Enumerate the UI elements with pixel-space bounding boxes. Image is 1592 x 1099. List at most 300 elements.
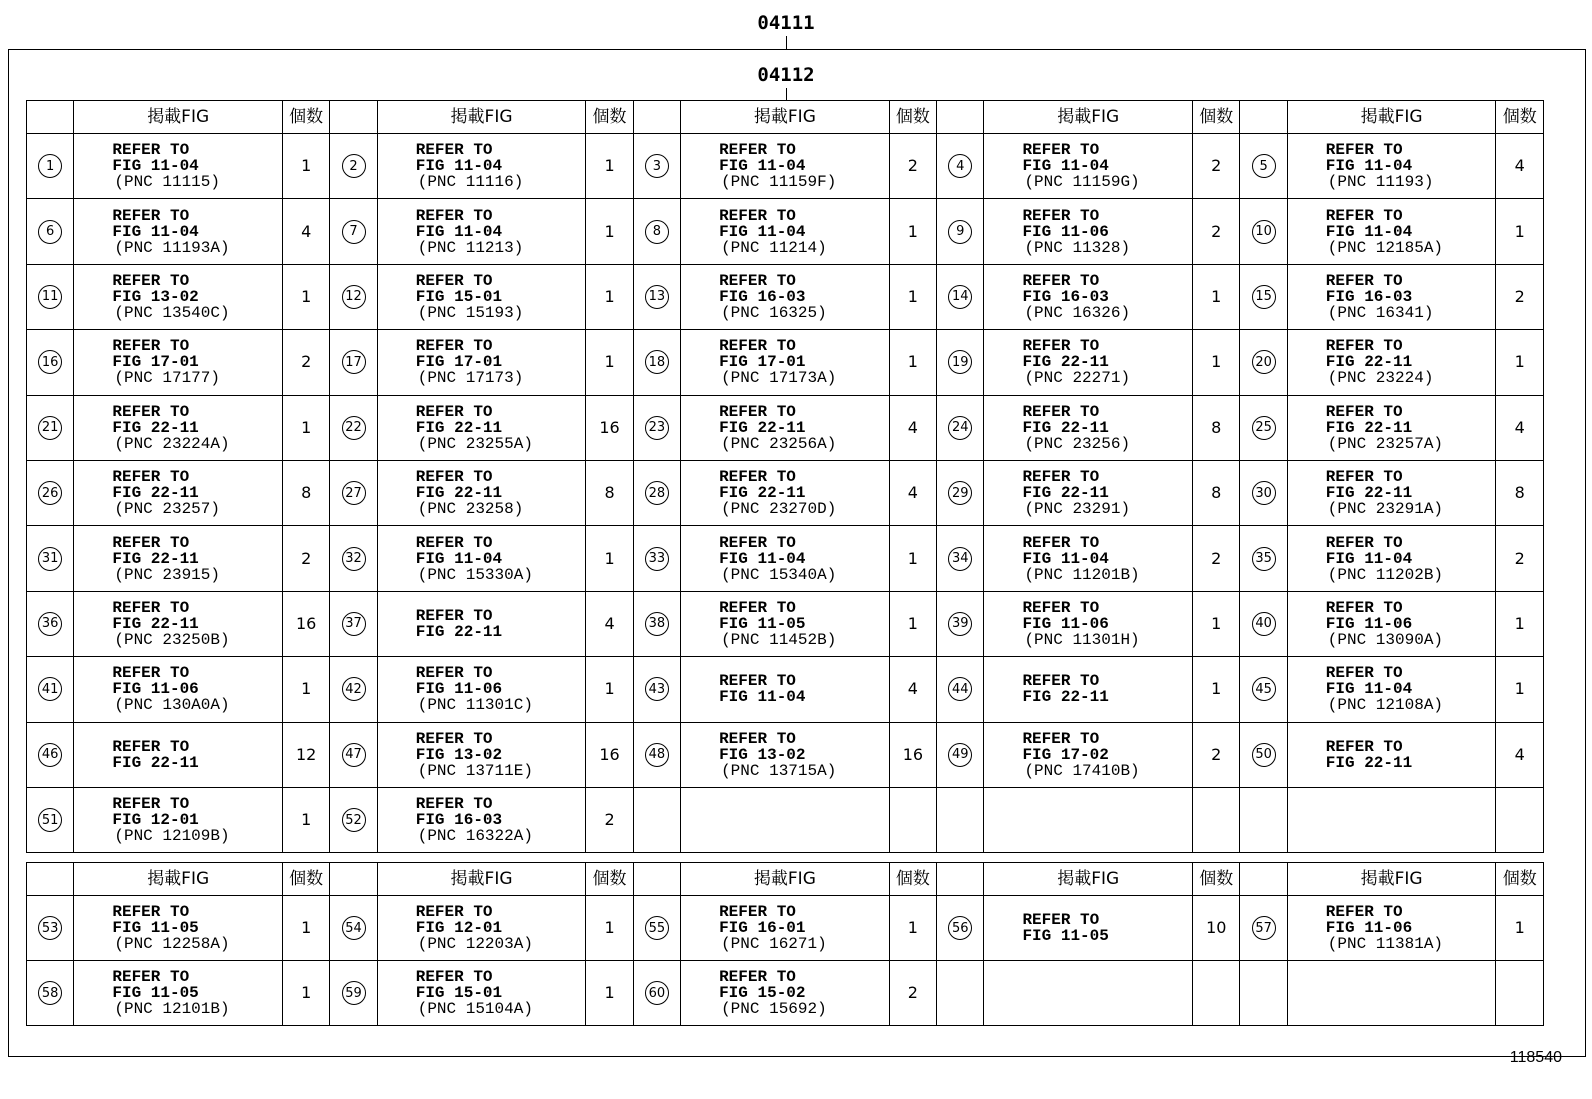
- fig-reference: FIG 13-02: [415, 745, 503, 764]
- item-number-cell: [633, 591, 680, 656]
- header-qty: 個数: [1193, 863, 1240, 896]
- callout-number: 26: [38, 481, 62, 505]
- quantity-cell: 1: [283, 787, 330, 852]
- refer-to-label: REFER TO: [1325, 468, 1403, 487]
- item-number-cell: [27, 787, 74, 852]
- fig-reference: FIG 11-06: [1022, 222, 1109, 241]
- header-blank: [330, 863, 377, 896]
- callout-number: 34: [948, 547, 972, 571]
- fig-reference: FIG 11-04: [1325, 222, 1413, 241]
- fig-reference: FIG 11-04: [719, 157, 806, 176]
- pnc-code: (PNC 23270D): [721, 500, 837, 519]
- refer-to-label: REFER TO: [719, 729, 796, 748]
- pnc-code: (PNC 15340A): [721, 565, 837, 584]
- refer-to-label: REFER TO: [719, 206, 796, 225]
- item-number-cell: [27, 264, 74, 329]
- quantity-cell: 1: [1193, 330, 1240, 395]
- fig-reference: FIG 11-04: [719, 222, 806, 241]
- reference-cell: [74, 657, 283, 722]
- item-number-cell: [1240, 526, 1287, 591]
- header-qty: 個数: [1496, 863, 1544, 896]
- item-number-cell: [633, 787, 680, 852]
- reference-cell: [984, 460, 1193, 525]
- quantity-cell: 2: [1193, 134, 1240, 199]
- callout-number: 37: [342, 612, 366, 636]
- fig-reference: FIG 11-05: [1022, 927, 1109, 945]
- reference-cell: [1287, 199, 1496, 264]
- reference-cell: [681, 657, 890, 722]
- table-row: [27, 896, 1544, 961]
- callout-number: 39: [948, 612, 972, 636]
- item-number-cell: [27, 330, 74, 395]
- item-number-cell: [330, 591, 377, 656]
- fig-reference: FIG 16-03: [1022, 287, 1109, 306]
- quantity-cell: 1: [1496, 657, 1544, 722]
- quantity-cell: 16: [586, 395, 633, 460]
- fig-reference: FIG 22-11: [415, 484, 503, 503]
- item-number-cell: [937, 961, 984, 1026]
- refer-to-label: REFER TO: [415, 533, 493, 552]
- header-fig: 掲載FIG: [74, 101, 283, 134]
- callout-number: 38: [645, 612, 669, 636]
- pnc-code: (PNC 23291): [1024, 500, 1131, 519]
- item-number-cell: [937, 395, 984, 460]
- item-number-cell: [330, 961, 377, 1026]
- quantity-cell: 8: [283, 460, 330, 525]
- item-number-cell: [330, 722, 377, 787]
- fig-reference: FIG 11-06: [1022, 614, 1109, 633]
- callout-number: 49: [948, 743, 972, 767]
- fig-reference: FIG 22-11: [112, 753, 199, 772]
- callout-number: 28: [645, 481, 669, 505]
- pnc-code: (PNC 11301H): [1024, 630, 1140, 649]
- item-number-cell: [27, 896, 74, 961]
- callout-number: 8: [645, 220, 669, 244]
- fig-reference: FIG 17-02: [1022, 745, 1109, 764]
- reference-cell: [1287, 657, 1496, 722]
- reference-cell: [74, 896, 283, 961]
- fig-reference: FIG 11-04: [415, 549, 503, 568]
- fig-reference: FIG 11-06: [1325, 919, 1413, 937]
- item-number-cell: [330, 395, 377, 460]
- quantity-cell: 2: [1193, 722, 1240, 787]
- quantity-cell: 1: [586, 896, 633, 961]
- callout-number: 14: [948, 285, 972, 309]
- table-row: [27, 591, 1544, 656]
- callout-number: 35: [1252, 547, 1276, 571]
- pnc-code: (PNC 12258A): [114, 935, 230, 953]
- item-number-cell: [633, 330, 680, 395]
- callout-number: 41: [38, 677, 62, 701]
- callout-number: 56: [948, 916, 972, 940]
- quantity-cell: 1: [889, 199, 936, 264]
- callout-number: 22: [342, 416, 366, 440]
- callout-number: 52: [342, 808, 366, 832]
- refer-to-label: REFER TO: [415, 664, 493, 683]
- reference-cell: [1287, 896, 1496, 961]
- item-number-cell: [330, 134, 377, 199]
- pnc-code: (PNC 22271): [1024, 369, 1131, 388]
- fig-reference: FIG 22-11: [1325, 484, 1413, 503]
- quantity-cell: 8: [1193, 395, 1240, 460]
- pnc-code: (PNC 17177): [114, 369, 220, 388]
- refer-to-label: REFER TO: [415, 271, 493, 290]
- refer-to-label: REFER TO: [415, 968, 493, 986]
- pnc-code: (PNC 12185A): [1327, 238, 1444, 257]
- pnc-code: (PNC 11193A): [114, 238, 230, 257]
- reference-cell: [681, 787, 890, 852]
- pnc-code: (PNC 11202B): [1327, 565, 1444, 584]
- reference-cell: [74, 395, 283, 460]
- item-number-cell: [27, 395, 74, 460]
- header-fig: 掲載FIG: [377, 101, 586, 134]
- fig-reference: FIG 22-11: [415, 622, 503, 641]
- fig-reference: FIG 12-01: [112, 811, 199, 830]
- item-number-cell: [27, 526, 74, 591]
- header-blank: [937, 101, 984, 134]
- callout-number: 15: [1252, 285, 1276, 309]
- callout-number: 19: [948, 350, 972, 374]
- quantity-cell: 1: [283, 657, 330, 722]
- quantity-cell: [1193, 961, 1240, 1026]
- pnc-code: (PNC 11193): [1327, 173, 1434, 192]
- quantity-cell: 2: [889, 134, 936, 199]
- reference-cell: [984, 134, 1193, 199]
- refer-to-label: REFER TO: [1325, 402, 1403, 421]
- refer-to-label: REFER TO: [415, 795, 493, 814]
- callout-number: 23: [645, 416, 669, 440]
- reference-cell: [984, 657, 1193, 722]
- refer-to-label: REFER TO: [1022, 911, 1100, 929]
- pnc-code: (PNC 11328): [1024, 238, 1131, 257]
- pnc-code: (PNC 23257): [114, 500, 220, 519]
- callout-number: 33: [645, 547, 669, 571]
- quantity-cell: 8: [1496, 460, 1544, 525]
- item-number-cell: [633, 722, 680, 787]
- fig-reference: FIG 13-02: [719, 745, 806, 764]
- pnc-code: (PNC 23915): [114, 565, 220, 584]
- fig-reference: FIG 11-04: [1325, 549, 1413, 568]
- header-blank: [27, 863, 74, 896]
- header-blank: [937, 863, 984, 896]
- quantity-cell: 1: [283, 134, 330, 199]
- reference-cell: [681, 722, 890, 787]
- item-number-cell: [330, 199, 377, 264]
- reference-cell: [984, 896, 1193, 961]
- item-number-cell: [1240, 134, 1287, 199]
- fig-reference: FIG 11-04: [415, 222, 503, 241]
- quantity-cell: 16: [586, 722, 633, 787]
- reference-cell: [984, 199, 1193, 264]
- callout-number: 45: [1252, 677, 1276, 701]
- reference-cell: [984, 395, 1193, 460]
- item-number-cell: [937, 896, 984, 961]
- reference-cell: [1287, 526, 1496, 591]
- reference-cell: [377, 591, 586, 656]
- pnc-code: (PNC 11214): [721, 238, 827, 257]
- item-number-cell: [330, 330, 377, 395]
- callout-number: 46: [38, 743, 62, 767]
- fig-reference: FIG 22-11: [1325, 418, 1413, 437]
- fig-reference: FIG 22-11: [112, 614, 199, 633]
- reference-cell: [1287, 787, 1496, 852]
- fig-reference: FIG 22-11: [1022, 353, 1109, 372]
- refer-to-label: REFER TO: [415, 337, 493, 356]
- fig-reference: FIG 22-11: [112, 549, 199, 568]
- item-number-cell: [633, 134, 680, 199]
- item-number-cell: [330, 460, 377, 525]
- callout-number: 57: [1252, 916, 1276, 940]
- fig-reference: FIG 15-01: [415, 984, 503, 1002]
- callout-number: 59: [342, 981, 366, 1005]
- reference-cell: [74, 722, 283, 787]
- fig-reference: FIG 22-11: [1022, 484, 1109, 503]
- item-number-cell: [27, 591, 74, 656]
- callout-number: 50: [1252, 743, 1276, 767]
- callout-number: 4: [948, 154, 972, 178]
- pnc-code: (PNC 15193): [417, 303, 524, 322]
- table-row: [27, 787, 1544, 852]
- pnc-code: (PNC 15692): [721, 1000, 827, 1018]
- fig-reference: FIG 11-06: [1325, 614, 1413, 633]
- refer-to-label: REFER TO: [112, 206, 190, 225]
- leader-line-top: [786, 36, 787, 49]
- callout-number: 2: [342, 154, 366, 178]
- reference-cell: [377, 526, 586, 591]
- reference-cell: [377, 787, 586, 852]
- callout-number: 31: [38, 547, 62, 571]
- fig-reference: FIG 22-11: [112, 484, 199, 503]
- callout-number: 3: [645, 154, 669, 178]
- header-blank: [633, 863, 680, 896]
- refer-to-label: REFER TO: [415, 402, 493, 421]
- callout-number: 36: [38, 612, 62, 636]
- item-number-cell: [937, 264, 984, 329]
- quantity-cell: [1193, 787, 1240, 852]
- item-number-cell: [1240, 395, 1287, 460]
- quantity-cell: 4: [1496, 134, 1544, 199]
- pnc-code: (PNC 13711E): [417, 761, 533, 780]
- reference-cell: [681, 961, 890, 1026]
- reference-cell: [681, 134, 890, 199]
- table-row: [27, 722, 1544, 787]
- callout-number: 5: [1252, 154, 1276, 178]
- pnc-code: (PNC 11213): [417, 238, 524, 257]
- item-number-cell: [937, 460, 984, 525]
- fig-reference: FIG 11-06: [112, 680, 199, 699]
- header-fig: 掲載FIG: [984, 863, 1193, 896]
- header-qty: 個数: [586, 101, 633, 134]
- reference-cell: [984, 961, 1193, 1026]
- quantity-cell: 10: [1193, 896, 1240, 961]
- refer-to-label: REFER TO: [415, 141, 493, 160]
- callout-number: 13: [645, 285, 669, 309]
- quantity-cell: 4: [586, 591, 633, 656]
- refer-to-label: REFER TO: [1325, 737, 1403, 756]
- header-blank: [27, 101, 74, 134]
- reference-cell: [1287, 134, 1496, 199]
- item-number-cell: [633, 264, 680, 329]
- reference-cell: [984, 264, 1193, 329]
- refer-to-label: REFER TO: [112, 968, 190, 986]
- fig-reference: FIG 17-01: [415, 353, 503, 372]
- item-number-cell: [1240, 657, 1287, 722]
- header-qty: 個数: [283, 863, 330, 896]
- refer-to-label: REFER TO: [719, 903, 796, 921]
- refer-to-label: REFER TO: [1022, 598, 1100, 617]
- item-number-cell: [937, 526, 984, 591]
- refer-to-label: REFER TO: [112, 903, 190, 921]
- callout-number: 9: [948, 220, 972, 244]
- quantity-cell: 1: [586, 657, 633, 722]
- pnc-code: (PNC 16341): [1327, 303, 1434, 322]
- item-number-cell: [633, 961, 680, 1026]
- reference-cell: [681, 395, 890, 460]
- quantity-cell: 1: [1496, 199, 1544, 264]
- item-number-cell: [633, 395, 680, 460]
- pnc-code: (PNC 11116): [417, 173, 524, 192]
- quantity-cell: 2: [1496, 526, 1544, 591]
- quantity-cell: 1: [283, 896, 330, 961]
- callout-number: 17: [342, 350, 366, 374]
- item-number-cell: [27, 722, 74, 787]
- callout-number: 20: [1252, 350, 1276, 374]
- item-number-cell: [1240, 460, 1287, 525]
- reference-cell: [377, 657, 586, 722]
- table-row: [27, 264, 1544, 329]
- quantity-cell: 4: [889, 460, 936, 525]
- item-number-cell: [937, 787, 984, 852]
- refer-to-label: REFER TO: [1022, 402, 1100, 421]
- reference-cell: [681, 199, 890, 264]
- item-number-cell: [330, 264, 377, 329]
- fig-reference: FIG 16-03: [1325, 287, 1413, 306]
- refer-to-label: REFER TO: [112, 402, 190, 421]
- refer-to-label: REFER TO: [1022, 729, 1100, 748]
- pnc-code: (PNC 12108A): [1327, 696, 1444, 715]
- quantity-cell: 2: [1193, 199, 1240, 264]
- fig-reference: FIG 22-11: [1325, 753, 1413, 772]
- reference-cell: [74, 591, 283, 656]
- callout-number: 1: [38, 154, 62, 178]
- refer-to-label: REFER TO: [415, 206, 493, 225]
- item-number-cell: [27, 199, 74, 264]
- quantity-cell: 1: [586, 134, 633, 199]
- refer-to-label: REFER TO: [1325, 206, 1403, 225]
- reference-cell: [74, 264, 283, 329]
- reference-cell: [377, 961, 586, 1026]
- item-number-cell: [1240, 264, 1287, 329]
- reference-cell: [1287, 961, 1496, 1026]
- refer-to-label: REFER TO: [719, 402, 796, 421]
- quantity-cell: 16: [889, 722, 936, 787]
- header-fig: 掲載FIG: [681, 101, 890, 134]
- pnc-code: (PNC 17173A): [721, 369, 837, 388]
- fig-reference: FIG 12-01: [415, 919, 503, 937]
- pnc-code: (PNC 15330A): [417, 565, 533, 584]
- item-number-cell: [633, 199, 680, 264]
- item-number-cell: [1240, 722, 1287, 787]
- callout-number: 48: [645, 743, 669, 767]
- refer-to-label: REFER TO: [1022, 271, 1100, 290]
- fig-reference: FIG 16-03: [415, 811, 503, 830]
- reference-cell: [377, 264, 586, 329]
- refer-to-label: REFER TO: [719, 468, 796, 487]
- fig-reference: FIG 22-11: [415, 418, 503, 437]
- reference-cell: [984, 787, 1193, 852]
- reference-cell: [74, 787, 283, 852]
- pnc-code: (PNC 11159G): [1024, 173, 1140, 192]
- parts-table-secondary: [26, 862, 1544, 1026]
- refer-to-label: REFER TO: [1325, 664, 1403, 683]
- quantity-cell: 1: [586, 526, 633, 591]
- header-fig: 掲載FIG: [1287, 101, 1496, 134]
- reference-cell: [984, 526, 1193, 591]
- quantity-cell: [1496, 787, 1544, 852]
- item-number-cell: [330, 657, 377, 722]
- refer-to-label: REFER TO: [1022, 141, 1100, 160]
- header-blank: [330, 101, 377, 134]
- callout-number: 10: [1252, 220, 1276, 244]
- reference-cell: [74, 134, 283, 199]
- quantity-cell: [1496, 961, 1544, 1026]
- item-number-cell: [1240, 330, 1287, 395]
- pnc-code: (PNC 23291A): [1327, 500, 1444, 519]
- item-number-cell: [937, 591, 984, 656]
- refer-to-label: REFER TO: [719, 337, 796, 356]
- quantity-cell: 2: [283, 330, 330, 395]
- item-number-cell: [330, 896, 377, 961]
- quantity-cell: 1: [586, 264, 633, 329]
- header-fig: 掲載FIG: [74, 863, 283, 896]
- item-number-cell: [937, 134, 984, 199]
- quantity-cell: 8: [586, 460, 633, 525]
- header-qty: 個数: [889, 101, 936, 134]
- assembly-number-inner: 04112: [757, 64, 815, 86]
- header-qty: 個数: [283, 101, 330, 134]
- refer-to-label: REFER TO: [415, 606, 493, 625]
- refer-to-label: REFER TO: [415, 903, 493, 921]
- table-header: [27, 863, 1544, 896]
- item-number-cell: [330, 526, 377, 591]
- reference-cell: [681, 896, 890, 961]
- fig-reference: FIG 11-04: [1022, 157, 1109, 176]
- item-number-cell: [330, 787, 377, 852]
- reference-cell: [377, 134, 586, 199]
- fig-reference: FIG 15-02: [719, 984, 806, 1002]
- quantity-cell: 1: [1193, 591, 1240, 656]
- pnc-code: (PNC 11201B): [1024, 565, 1140, 584]
- callout-number: 51: [38, 808, 62, 832]
- item-number-cell: [27, 460, 74, 525]
- pnc-code: (PNC 12109B): [114, 827, 230, 846]
- pnc-code: (PNC 13540C): [114, 303, 230, 322]
- callout-number: 12: [342, 285, 366, 309]
- reference-cell: [984, 591, 1193, 656]
- pnc-code: (PNC 16326): [1024, 303, 1131, 322]
- reference-cell: [377, 199, 586, 264]
- reference-cell: [377, 722, 586, 787]
- callout-number: 44: [948, 677, 972, 701]
- callout-number: 24: [948, 416, 972, 440]
- table-row: [27, 330, 1544, 395]
- reference-cell: [984, 330, 1193, 395]
- refer-to-label: REFER TO: [112, 598, 190, 617]
- fig-reference: FIG 11-04: [1325, 680, 1413, 699]
- refer-to-label: REFER TO: [719, 271, 796, 290]
- item-number-cell: [633, 657, 680, 722]
- item-number-cell: [937, 199, 984, 264]
